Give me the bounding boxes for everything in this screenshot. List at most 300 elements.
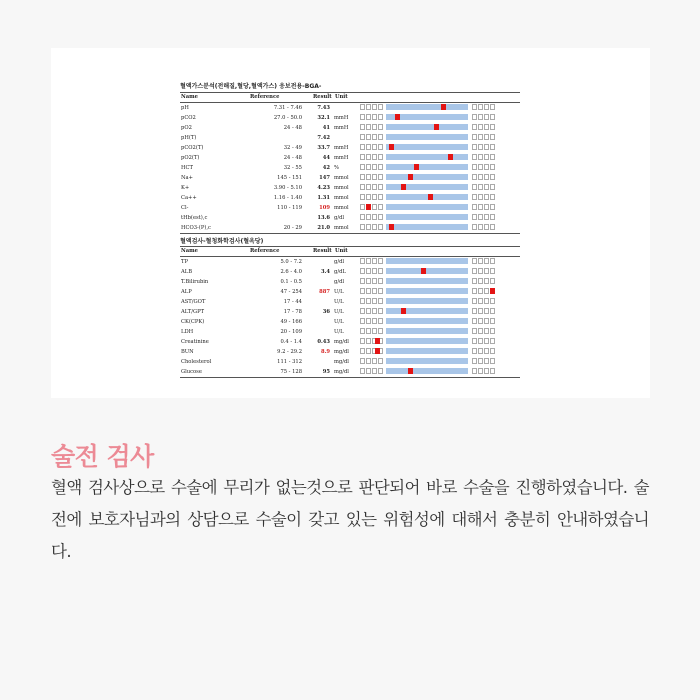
normal-range-bar — [386, 204, 468, 210]
cell-reference: 27.0 - 50.0 — [273, 115, 302, 121]
gauge-box — [490, 278, 495, 284]
gauge-box — [360, 104, 365, 110]
gauge-box — [360, 144, 365, 150]
gauge-box — [478, 278, 483, 284]
cell-name: pH — [181, 105, 189, 111]
table-row — [180, 337, 520, 347]
value-marker — [375, 338, 380, 344]
header-unit: Unit — [335, 248, 348, 254]
gauge-box — [360, 134, 365, 140]
gauge-box — [360, 318, 365, 324]
cell-name: HCO3-(P),c — [181, 225, 211, 231]
gauge-box — [478, 358, 483, 364]
table-row — [180, 357, 520, 367]
range-gauge — [360, 154, 495, 161]
gauge-box — [366, 318, 371, 324]
gauge-box — [478, 204, 483, 210]
gauge-box — [360, 308, 365, 314]
table-row — [180, 317, 520, 327]
range-gauge — [360, 368, 495, 375]
cell-reference: 49 - 166 — [280, 319, 302, 325]
header-name: Name — [181, 94, 198, 100]
gauge-box — [378, 174, 383, 180]
gauge-box — [360, 368, 365, 374]
note-title: 술전 검사 — [51, 442, 154, 471]
range-gauge — [360, 194, 495, 201]
table-row — [180, 287, 520, 297]
gauge-box — [472, 328, 477, 334]
cell-reference: 24 - 48 — [283, 125, 302, 131]
table-row — [180, 153, 520, 163]
gauge-box — [372, 318, 377, 324]
gauge-box — [372, 204, 377, 210]
cell-name: pO2(T) — [181, 155, 200, 161]
range-gauge — [360, 104, 495, 111]
cell-name: pCO2(T) — [181, 145, 204, 151]
cell-name: pCO2 — [181, 115, 196, 121]
cell-unit: mg/dl — [334, 339, 349, 345]
cell-unit: g/dl — [334, 215, 345, 221]
gauge-box — [484, 114, 489, 120]
gauge-box — [478, 348, 483, 354]
gauge-box — [490, 184, 495, 190]
gauge-box — [478, 164, 483, 170]
gauge-box — [378, 328, 383, 334]
cell-result: 147 — [319, 175, 330, 181]
cell-unit: g/dL — [334, 269, 346, 275]
cell-result: 7.42 — [317, 135, 330, 141]
cell-unit: mg/dl — [334, 359, 349, 365]
cell-reference: 20 - 29 — [283, 225, 302, 231]
gauge-box — [378, 318, 383, 324]
gauge-box — [490, 194, 495, 200]
gauge-box — [484, 224, 489, 230]
normal-range-bar — [386, 358, 468, 364]
gauge-box — [490, 348, 495, 354]
cell-result: 1.31 — [317, 195, 330, 201]
cell-name: ALP — [181, 289, 192, 295]
gauge-box — [366, 298, 371, 304]
value-marker — [441, 104, 446, 110]
cell-name: Cl- — [181, 205, 189, 211]
gauge-box — [490, 358, 495, 364]
value-marker — [490, 288, 495, 294]
gauge-box — [478, 144, 483, 150]
gauge-box — [490, 114, 495, 120]
gauge-box — [490, 268, 495, 274]
gauge-box — [372, 144, 377, 150]
gauge-box — [478, 104, 483, 110]
gauge-box — [484, 278, 489, 284]
gauge-box — [472, 134, 477, 140]
cell-name: pO2 — [181, 125, 192, 131]
gauge-box — [478, 134, 483, 140]
gauge-box — [478, 328, 483, 334]
gauge-box — [484, 134, 489, 140]
cell-reference: 47 - 254 — [280, 289, 302, 295]
gauge-box — [360, 268, 365, 274]
range-gauge — [360, 144, 495, 151]
normal-range-bar — [386, 368, 468, 374]
gauge-box — [484, 164, 489, 170]
cell-unit: mmol — [334, 225, 349, 231]
header-result: Result — [313, 248, 332, 254]
gauge-box — [378, 194, 383, 200]
gauge-box — [372, 114, 377, 120]
cell-reference: 0.1 - 0.5 — [280, 279, 302, 285]
gauge-box — [378, 268, 383, 274]
gauge-box — [490, 368, 495, 374]
gauge-box — [366, 308, 371, 314]
gauge-box — [378, 258, 383, 264]
cell-reference: 2.6 - 4.0 — [280, 269, 302, 275]
gauge-box — [490, 224, 495, 230]
gauge-box — [378, 154, 383, 160]
gauge-box — [490, 154, 495, 160]
range-gauge — [360, 258, 495, 265]
cell-unit: mmH — [334, 115, 349, 121]
gauge-box — [366, 184, 371, 190]
gauge-box — [360, 114, 365, 120]
gauge-box — [360, 204, 365, 210]
value-marker — [428, 194, 433, 200]
gauge-box — [484, 154, 489, 160]
section2-title: 혈액검사-혈청화학검사(혈옥당) — [180, 238, 264, 245]
cell-result: 42 — [322, 165, 330, 171]
gauge-box — [360, 338, 365, 344]
gauge-box — [484, 358, 489, 364]
gauge-box — [484, 368, 489, 374]
gauge-box — [484, 288, 489, 294]
gauge-box — [378, 298, 383, 304]
gauge-box — [360, 164, 365, 170]
normal-range-bar — [386, 268, 468, 274]
value-marker — [375, 348, 380, 354]
value-marker — [448, 154, 453, 160]
gauge-box — [360, 278, 365, 284]
gauge-box — [478, 258, 483, 264]
range-gauge — [360, 278, 495, 285]
table-row — [180, 297, 520, 307]
gauge-box — [478, 194, 483, 200]
table-row — [180, 163, 520, 173]
gauge-box — [372, 368, 377, 374]
cell-result: 0.43 — [317, 339, 330, 345]
gauge-box — [472, 184, 477, 190]
gauge-box — [478, 154, 483, 160]
gauge-box — [472, 204, 477, 210]
range-gauge — [360, 214, 495, 221]
normal-range-bar — [386, 164, 468, 170]
normal-range-bar — [386, 318, 468, 324]
normal-range-bar — [386, 278, 468, 284]
gauge-box — [372, 184, 377, 190]
cell-unit: U/L — [334, 309, 344, 315]
gauge-box — [366, 224, 371, 230]
gauge-box — [484, 124, 489, 130]
table-row — [180, 193, 520, 203]
gauge-box — [472, 164, 477, 170]
gauge-box — [484, 338, 489, 344]
cell-reference: 5.0 - 7.2 — [280, 259, 302, 265]
gauge-box — [484, 174, 489, 180]
range-gauge — [360, 308, 495, 315]
cell-reference: 7.31 - 7.46 — [273, 105, 302, 111]
cell-reference: 111 - 312 — [277, 359, 302, 365]
gauge-box — [372, 308, 377, 314]
gauge-box — [372, 258, 377, 264]
normal-range-bar — [386, 104, 468, 110]
gauge-box — [484, 308, 489, 314]
value-marker — [389, 144, 394, 150]
cell-reference: 3.90 - 5.10 — [273, 185, 302, 191]
gauge-box — [484, 214, 489, 220]
gauge-box — [378, 104, 383, 110]
cell-result: 7.43 — [317, 105, 330, 111]
value-marker — [366, 204, 371, 210]
gauge-box — [472, 154, 477, 160]
gauge-box — [366, 144, 371, 150]
cell-unit: U/L — [334, 319, 344, 325]
gauge-box — [472, 214, 477, 220]
gauge-box — [472, 338, 477, 344]
gauge-box — [372, 154, 377, 160]
gauge-box — [478, 124, 483, 130]
gauge-box — [484, 268, 489, 274]
gauge-box — [372, 358, 377, 364]
cell-unit: mmH — [334, 145, 349, 151]
range-gauge — [360, 204, 495, 211]
cell-result: 3.4 — [320, 269, 330, 275]
gauge-box — [360, 328, 365, 334]
gauge-box — [378, 278, 383, 284]
gauge-box — [484, 104, 489, 110]
value-marker — [401, 308, 406, 314]
table-row — [180, 223, 520, 233]
note-body: 혈액 검사상으로 수술에 무리가 없는것으로 판단되어 바로 수술을 진행하였습니다. 술전에 보호자님과의 상담으로 수술이 갖고 있는 위험성에 대해서 충분히 안내하였습니다. — [51, 478, 649, 561]
cell-name: CK(CPK) — [181, 319, 205, 325]
gauge-box — [478, 268, 483, 274]
range-gauge — [360, 268, 495, 275]
gauge-box — [378, 144, 383, 150]
gauge-box — [360, 358, 365, 364]
gauge-box — [366, 134, 371, 140]
table-header — [180, 92, 520, 103]
gauge-box — [478, 114, 483, 120]
gauge-box — [372, 268, 377, 274]
normal-range-bar — [386, 144, 468, 150]
gauge-box — [472, 268, 477, 274]
gauge-box — [472, 124, 477, 130]
header-unit: Unit — [335, 94, 348, 100]
gauge-box — [378, 224, 383, 230]
gauge-box — [372, 298, 377, 304]
range-gauge — [360, 358, 495, 365]
cell-unit: U/L — [334, 299, 344, 305]
gauge-box — [366, 114, 371, 120]
gauge-box — [360, 258, 365, 264]
gauge-box — [472, 298, 477, 304]
cell-name: TP — [181, 259, 188, 265]
table-row — [180, 327, 520, 337]
gauge-box — [472, 194, 477, 200]
normal-range-bar — [386, 258, 468, 264]
normal-range-bar — [386, 308, 468, 314]
gauge-box — [378, 214, 383, 220]
gauge-box — [478, 338, 483, 344]
gauge-box — [378, 114, 383, 120]
gauge-box — [490, 308, 495, 314]
normal-range-bar — [386, 214, 468, 220]
cell-result: 32.1 — [317, 115, 330, 121]
cell-name: LDH — [181, 329, 194, 335]
cell-unit: U/L — [334, 329, 344, 335]
gauge-box — [478, 368, 483, 374]
table-row — [180, 123, 520, 133]
cell-unit: mmol — [334, 185, 349, 191]
serum-chemistry-table — [180, 246, 520, 378]
gauge-box — [490, 174, 495, 180]
header-reference: Reference — [250, 248, 280, 254]
table-bottom-rule — [180, 233, 520, 234]
cell-reference: 17 - 44 — [283, 299, 302, 305]
table-row — [180, 113, 520, 123]
gauge-box — [366, 194, 371, 200]
gauge-box — [372, 224, 377, 230]
cell-reference: 110 - 119 — [277, 205, 302, 211]
gauge-box — [478, 288, 483, 294]
gauge-box — [484, 348, 489, 354]
range-gauge — [360, 318, 495, 325]
gauge-box — [372, 134, 377, 140]
gauge-box — [366, 348, 371, 354]
gauge-box — [472, 288, 477, 294]
normal-range-bar — [386, 288, 468, 294]
range-gauge — [360, 134, 495, 141]
gauge-box — [484, 328, 489, 334]
gauge-box — [484, 318, 489, 324]
cell-unit: mg/dl — [334, 369, 349, 375]
cell-unit: mg/dl — [334, 349, 349, 355]
table-row — [180, 277, 520, 287]
gauge-box — [490, 298, 495, 304]
cell-unit: g/dl — [334, 259, 345, 265]
cell-name: AST/GOT — [181, 299, 206, 305]
gauge-box — [372, 104, 377, 110]
cell-unit: mmH — [334, 155, 349, 161]
cell-name: T.Bilirubin — [181, 279, 209, 285]
gauge-box — [478, 298, 483, 304]
cell-result: 21.0 — [317, 225, 330, 231]
table-row — [180, 347, 520, 357]
gauge-box — [472, 104, 477, 110]
gauge-box — [378, 288, 383, 294]
cell-result: 41 — [322, 125, 330, 131]
gauge-box — [366, 164, 371, 170]
gauge-box — [360, 154, 365, 160]
value-marker — [408, 174, 413, 180]
gauge-box — [484, 298, 489, 304]
normal-range-bar — [386, 174, 468, 180]
gauge-box — [360, 224, 365, 230]
gauge-box — [478, 224, 483, 230]
cell-result: 8.9 — [320, 349, 330, 355]
gauge-box — [372, 214, 377, 220]
cell-reference: 20 - 109 — [280, 329, 302, 335]
cell-unit: g/dl — [334, 279, 345, 285]
gauge-box — [366, 358, 371, 364]
gauge-box — [472, 224, 477, 230]
gauge-box — [378, 358, 383, 364]
gauge-box — [366, 268, 371, 274]
range-gauge — [360, 124, 495, 131]
gauge-box — [378, 184, 383, 190]
table-row — [180, 203, 520, 213]
header-name: Name — [181, 248, 198, 254]
gauge-box — [478, 174, 483, 180]
gauge-box — [472, 358, 477, 364]
cell-unit: mmol — [334, 205, 349, 211]
cell-reference: 32 - 49 — [283, 145, 302, 151]
gauge-box — [478, 214, 483, 220]
gauge-box — [360, 124, 365, 130]
gauge-box — [490, 338, 495, 344]
gauge-box — [372, 164, 377, 170]
cell-unit: mmol — [334, 195, 349, 201]
cell-name: Creatinine — [181, 339, 209, 345]
gauge-box — [478, 184, 483, 190]
table-row — [180, 257, 520, 267]
header-result: Result — [313, 94, 332, 100]
gauge-box — [378, 368, 383, 374]
value-marker — [414, 164, 419, 170]
range-gauge — [360, 224, 495, 231]
gauge-box — [360, 348, 365, 354]
gauge-box — [490, 318, 495, 324]
gauge-box — [490, 164, 495, 170]
gauge-box — [472, 368, 477, 374]
cell-result: 887 — [319, 289, 330, 295]
table-row — [180, 183, 520, 193]
cell-reference: 17 - 78 — [283, 309, 302, 315]
table-row — [180, 213, 520, 223]
gauge-box — [478, 308, 483, 314]
cell-unit: % — [334, 165, 339, 171]
normal-range-bar — [386, 224, 468, 230]
gauge-box — [372, 124, 377, 130]
cell-result: 95 — [322, 369, 330, 375]
cell-name: Ca++ — [181, 195, 197, 201]
gauge-box — [360, 194, 365, 200]
value-marker — [389, 224, 394, 230]
gauge-box — [378, 124, 383, 130]
normal-range-bar — [386, 194, 468, 200]
normal-range-bar — [386, 124, 468, 130]
cell-reference: 75 - 128 — [280, 369, 302, 375]
table-row — [180, 307, 520, 317]
cell-reference: 9.2 - 29.2 — [277, 349, 302, 355]
gauge-box — [372, 194, 377, 200]
gauge-box — [366, 368, 371, 374]
cell-result: 4.23 — [317, 185, 330, 191]
value-marker — [401, 184, 406, 190]
table-row — [180, 133, 520, 143]
gauge-box — [484, 144, 489, 150]
gauge-box — [366, 154, 371, 160]
cell-reference: 145 - 151 — [277, 175, 302, 181]
range-gauge — [360, 164, 495, 171]
gauge-box — [490, 144, 495, 150]
